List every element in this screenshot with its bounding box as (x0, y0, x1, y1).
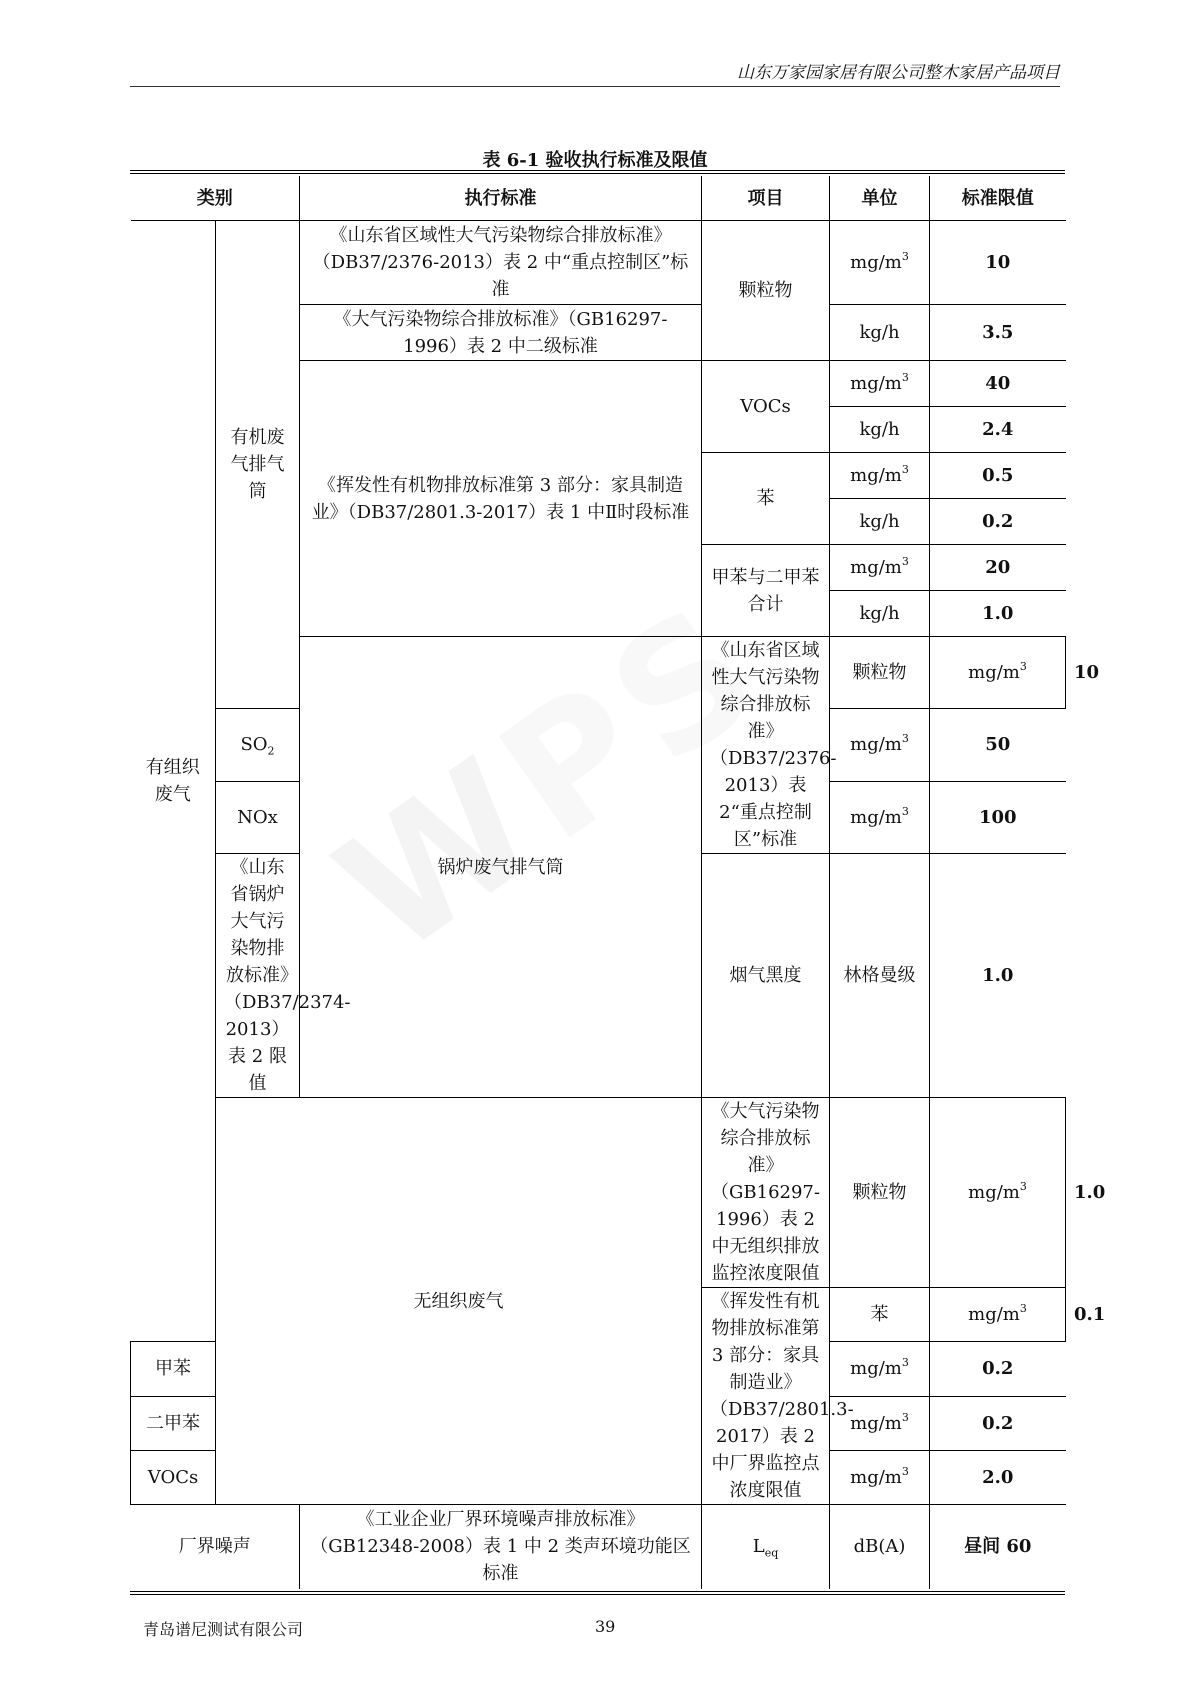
item-cell: $SO_2$ (216, 709, 300, 781)
header-unit: 单位 (830, 176, 930, 221)
unit-cell: $mg/m^3$ (830, 221, 930, 305)
limit-cell: 0.2 (930, 1342, 1066, 1396)
limit-cell: 50 (930, 709, 1066, 781)
unit-cell: kg/h (830, 499, 930, 545)
header-category: 类别 (131, 176, 300, 221)
item-cell: 苯 (830, 1288, 930, 1342)
limit-cell: 1.0 (930, 591, 1066, 637)
limit-cell: 100 (930, 781, 1066, 853)
unit-cell: $mg/m^3$ (830, 1342, 930, 1396)
standard-cell: 《山东省区域性大气污染物综合排放标准》（DB37/2376-2013）表 2 中“重点控制区”标准 (300, 221, 702, 305)
unit-cell: $mg/m^3$ (830, 1450, 930, 1504)
limit-cell: 40 (930, 361, 1066, 407)
category-organized: 有组织废气 (131, 221, 216, 1342)
item-cell: 颗粒物 (702, 221, 830, 361)
item-cell: $L_{eq}$ (702, 1505, 830, 1589)
table-row: 锅炉废气排气筒 《山东省区域性大气污染物综合排放标准》（DB37/2376-2013）表 2“重点控制区”标准 颗粒物 $mg/m^3$ 10 (131, 637, 1066, 709)
item-cell: 颗粒物 (830, 637, 930, 709)
standard-cell: 《大气污染物综合排放标准》（GB16297-1996）表 2 中二级标准 (300, 305, 702, 361)
unit-cell: $mg/m^3$ (830, 709, 930, 781)
unit-cell: $mg/m^3$ (830, 453, 930, 499)
limit-cell: 0.2 (930, 499, 1066, 545)
limit-cell: 2.4 (930, 407, 1066, 453)
header-rule (130, 86, 1060, 87)
unit-cell: $mg/m^3$ (830, 781, 930, 853)
table-header-row (131, 176, 1066, 221)
unit-cell: kg/h (830, 407, 930, 453)
item-cell: 二甲苯 (131, 1396, 216, 1450)
unit-cell: $mg/m^3$ (830, 361, 930, 407)
table-row: 无组织废气 《大气污染物综合排放标准》（GB16297-1996）表 2 中无组织排放监控浓度限值 颗粒物 $mg/m^3$ 1.0 (131, 1098, 1066, 1288)
limit-cell: 3.5 (930, 305, 1066, 361)
item-cell: 甲苯与二甲苯合计 (702, 545, 830, 637)
limit-cell: 昼间 60 (930, 1505, 1066, 1589)
limit-cell: 0.2 (930, 1396, 1066, 1450)
unit-cell: $mg/m^3$ (930, 637, 1066, 709)
unit-cell: 林格曼级 (830, 854, 930, 1098)
item-cell: VOCs (702, 361, 830, 453)
unit-cell: kg/h (830, 591, 930, 637)
limit-cell: 20 (930, 545, 1066, 591)
category-organic-stack: 有机废气排气筒 (216, 221, 300, 709)
standards-table (130, 176, 1106, 1589)
standard-cell: 《大气污染物综合排放标准》（GB16297-1996）表 2 中无组织排放监控浓度限值 (702, 1098, 830, 1288)
standard-cell: 《工业企业厂界环境噪声排放标准》（GB12348-2008）表 1 中 2 类声环境功能区标准 (300, 1505, 702, 1589)
unit-cell: $mg/m^3$ (830, 545, 930, 591)
category-fugitive: 无组织废气 (216, 1098, 702, 1505)
standard-cell: 《山东省区域性大气污染物综合排放标准》（DB37/2376-2013）表 2“重点控制区”标准 (702, 637, 830, 854)
standard-cell: 《挥发性有机物排放标准第 3 部分：家具制造业》（DB37/2801.3-2017）表 1 中Ⅱ时段标准 (300, 361, 702, 637)
unit-cell: kg/h (830, 305, 930, 361)
limit-cell: 10 (930, 221, 1066, 305)
header-item: 项目 (702, 176, 830, 221)
limit-cell: 0.5 (930, 453, 1066, 499)
header-standard: 执行标准 (300, 176, 702, 221)
page-number: 39 (595, 1617, 616, 1636)
unit-cell: dB(A) (830, 1505, 930, 1589)
header-limit: 标准限值 (930, 176, 1066, 221)
table-caption: 表 6-1 验收执行标准及限值 (482, 150, 708, 171)
unit-cell: $mg/m^3$ (930, 1288, 1066, 1342)
header-title: 山东万家园家居有限公司整木家居产品项目 (737, 63, 1060, 83)
footer-company: 青岛谱尼测试有限公司 (143, 1620, 304, 1639)
table-row: 《挥发性有机物排放标准第 3 部分：家具制造业》（DB37/2801.3-2017）表 2 中厂界监控点浓度限值 苯 $mg/m^3$ 0.1 (131, 1288, 1066, 1342)
limit-cell: 2.0 (930, 1450, 1066, 1504)
item-cell: 颗粒物 (830, 1098, 930, 1288)
category-noise: 厂界噪声 (131, 1505, 300, 1589)
item-cell: 苯 (702, 453, 830, 545)
limit-cell: 1.0 (930, 854, 1066, 1098)
item-cell: VOCs (131, 1450, 216, 1504)
standard-cell: 《挥发性有机物排放标准第 3 部分：家具制造业》（DB37/2801.3-2017）表 2 中厂界监控点浓度限值 (702, 1288, 830, 1505)
unit-cell: $mg/m^3$ (830, 1396, 930, 1450)
unit-cell: $mg/m^3$ (930, 1098, 1066, 1288)
item-cell: 甲苯 (131, 1342, 216, 1396)
table-row (131, 221, 1066, 305)
standards-table-wrapper (130, 170, 1106, 1595)
item-cell: 烟气黑度 (702, 854, 830, 1098)
category-boiler-stack: 锅炉废气排气筒 (300, 637, 702, 1098)
standard-cell: 《山东省锅炉大气污染物排放标准》（DB37/2374-2013）表 2 限值 (216, 854, 300, 1098)
item-cell: NOx (216, 781, 300, 853)
table-row (131, 1505, 1066, 1589)
